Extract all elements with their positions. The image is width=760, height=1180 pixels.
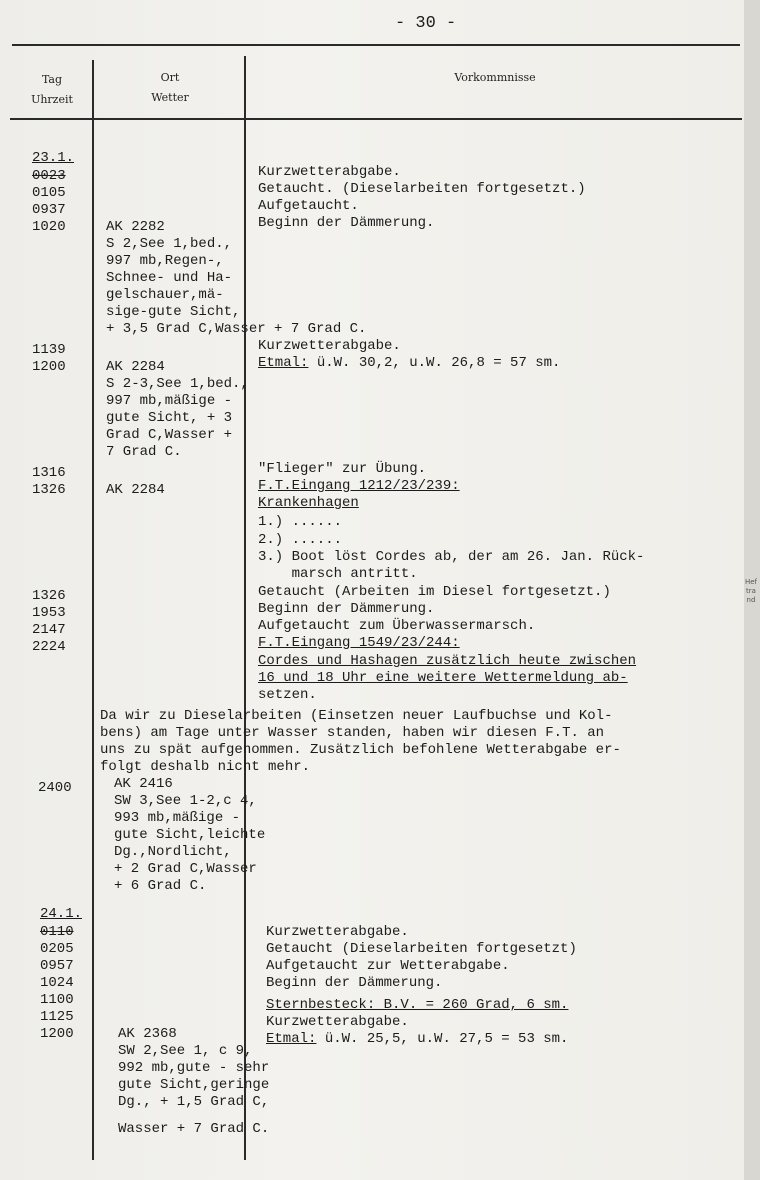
event-1100: Sternbesteck: B.V. = 260 Grad, 6 sm. — [266, 997, 569, 1013]
weather-line: Dg., + 1,5 Grad C, — [118, 1094, 270, 1110]
ft-item-3-cont: marsch antritt. — [258, 566, 418, 582]
paragraph-line-3: uns zu spät aufgenommen. Zusätzlich befohlene Wetterabgabe er- — [100, 742, 621, 758]
time-1953: 1953 — [32, 605, 66, 621]
ft-text-3: setzen. — [258, 687, 317, 703]
event-1200-etmal — [258, 355, 560, 372]
time-0957: 0957 — [40, 958, 74, 974]
paragraph-line-2: bens) am Tage unter Wasser standen, haben wir diesen F.T. an — [100, 725, 605, 741]
time-1200: 1200 — [32, 359, 66, 375]
weather-line: 997 mb,Regen-, — [106, 253, 224, 269]
table-header-rule — [10, 118, 742, 120]
header-vorkommnisse — [250, 68, 740, 88]
event-0105: Getaucht. (Dieselarbeiten fortgesetzt.) — [258, 181, 586, 197]
time-0105: 0105 — [32, 185, 66, 201]
time-1020: 1020 — [32, 219, 66, 235]
column-divider-2 — [244, 56, 246, 1160]
paragraph-line-1: Da wir zu Dieselarbeiten (Einsetzen neuer Laufbuchse und Kol- — [100, 708, 613, 724]
time-1139: 1139 — [32, 342, 66, 358]
event-0023: Kurzwetterabgabe. — [258, 164, 401, 180]
weather-line: AK 2282 — [106, 219, 165, 235]
weather-line: gute Sicht, + 3 — [106, 410, 233, 426]
header-tag: Tag — [41, 73, 63, 86]
event-1125: Kurzwetterabgabe. — [266, 1014, 409, 1030]
ft-eingang-2: F.T.Eingang 1549/23/244: — [258, 635, 460, 651]
event-0957: Aufgetaucht zur Wetterabgabe. — [266, 958, 510, 974]
time-1316: 1316 — [32, 465, 66, 481]
ft-item-3: 3.) Boot löst Cordes ab, der am 26. Jan. Rück- — [258, 549, 645, 565]
date-24-1: 24.1. — [40, 906, 83, 922]
header-vorkommnisse-label: Vorkommnisse — [454, 71, 536, 84]
weather-line: AK 2416 — [114, 776, 173, 792]
weather-line: SW 2,See 1, c 9, — [118, 1043, 253, 1059]
event-0937: Aufgetaucht. — [258, 198, 359, 214]
event-0110: Kurzwetterabgabe. — [266, 924, 409, 940]
event-1024: Beginn der Dämmerung. — [266, 975, 443, 991]
column-divider-1 — [92, 60, 94, 1160]
header-ort-wetter — [100, 68, 240, 108]
time-0023: 0023 — [32, 168, 66, 184]
weather-line: + 6 Grad C. — [114, 878, 207, 894]
event-1200-b-etmal — [266, 1031, 568, 1048]
time-1125: 1125 — [40, 1009, 74, 1025]
event-1326-b: Getaucht (Arbeiten im Diesel fortgesetzt.) — [258, 584, 611, 600]
time-2147: 2147 — [32, 622, 66, 638]
weather-line: AK 2284 — [106, 482, 165, 498]
time-0937: 0937 — [32, 202, 66, 218]
etmal-text: ü.W. 25,5, u.W. 27,5 = 53 sm. — [316, 1031, 569, 1047]
time-1200-b: 1200 — [40, 1026, 74, 1042]
time-1100: 1100 — [40, 992, 74, 1008]
time-2224: 2224 — [32, 639, 66, 655]
header-tag-uhrzeit — [20, 70, 84, 110]
krankenhagen: Krankenhagen — [258, 495, 359, 511]
weather-line: sige-gute Sicht, — [106, 304, 241, 320]
weather-line: Dg.,Nordlicht, — [114, 844, 232, 860]
ft-item-1: 1.) ...... — [258, 514, 343, 530]
event-0205: Getaucht (Dieselarbeiten fortgesetzt) — [266, 941, 577, 957]
event-1139: Kurzwetterabgabe. — [258, 338, 401, 354]
header-wetter: Wetter — [151, 91, 189, 104]
weather-line: gute Sicht,geringe — [118, 1077, 270, 1093]
ft-text-2: 16 und 18 Uhr eine weitere Wettermeldung ab- — [258, 670, 628, 686]
weather-line: SW 3,See 1-2,c 4, — [114, 793, 257, 809]
weather-line: S 2-3,See 1,bed., — [106, 376, 249, 392]
time-2400: 2400 — [38, 780, 72, 796]
time-1326: 1326 — [32, 482, 66, 498]
weather-line: 997 mb,mäßige - — [106, 393, 233, 409]
weather-line: + 3,5 Grad C,Wasser + 7 Grad C. — [106, 321, 367, 337]
page-number: - 30 - — [395, 14, 457, 33]
weather-line: S 2,See 1,bed., — [106, 236, 233, 252]
paragraph-line-4: folgt deshalb nicht mehr. — [100, 759, 311, 775]
weather-line: AK 2284 — [106, 359, 165, 375]
ft-item-2: 2.) ...... — [258, 532, 343, 548]
etmal-label: Etmal: — [258, 355, 309, 371]
header-uhrzeit: Uhrzeit — [31, 93, 73, 106]
header-ort: Ort — [160, 71, 180, 84]
event-2147: Aufgetaucht zum Überwassermarsch. — [258, 618, 536, 634]
ft-text-1: Cordes und Hashagen zusätzlich heute zwischen — [258, 653, 637, 669]
margin-label: Heftrand — [744, 578, 758, 604]
weather-line: 7 Grad C. — [106, 444, 182, 460]
event-1316: "Flieger" zur Übung. — [258, 461, 427, 477]
weather-line: Grad C,Wasser + — [106, 427, 233, 443]
etmal-label: Etmal: — [266, 1031, 317, 1047]
table-top-rule — [12, 44, 740, 46]
weather-line: gelschauer,mä- — [106, 287, 224, 303]
weather-line: Schnee- und Ha- — [106, 270, 233, 286]
time-1326-b: 1326 — [32, 588, 66, 604]
weather-line: AK 2368 — [118, 1026, 177, 1042]
weather-line: Wasser + 7 Grad C. — [118, 1121, 270, 1137]
etmal-text: ü.W. 30,2, u.W. 26,8 = 57 sm. — [308, 355, 561, 371]
event-1020: Beginn der Dämmerung. — [258, 215, 435, 231]
weather-line: + 2 Grad C,Wasser — [114, 861, 257, 877]
time-0205: 0205 — [40, 941, 74, 957]
weather-line: 993 mb,mäßige - — [114, 810, 241, 826]
time-1024: 1024 — [40, 975, 74, 991]
weather-line: gute Sicht,leichte — [114, 827, 266, 843]
ft-eingang-1: F.T.Eingang 1212/23/239: — [258, 478, 460, 494]
event-1953: Beginn der Dämmerung. — [258, 601, 435, 617]
time-0110: 0110 — [40, 924, 74, 940]
date-23-1: 23.1. — [32, 150, 75, 166]
weather-line: 992 mb,gute - sehr — [118, 1060, 270, 1076]
